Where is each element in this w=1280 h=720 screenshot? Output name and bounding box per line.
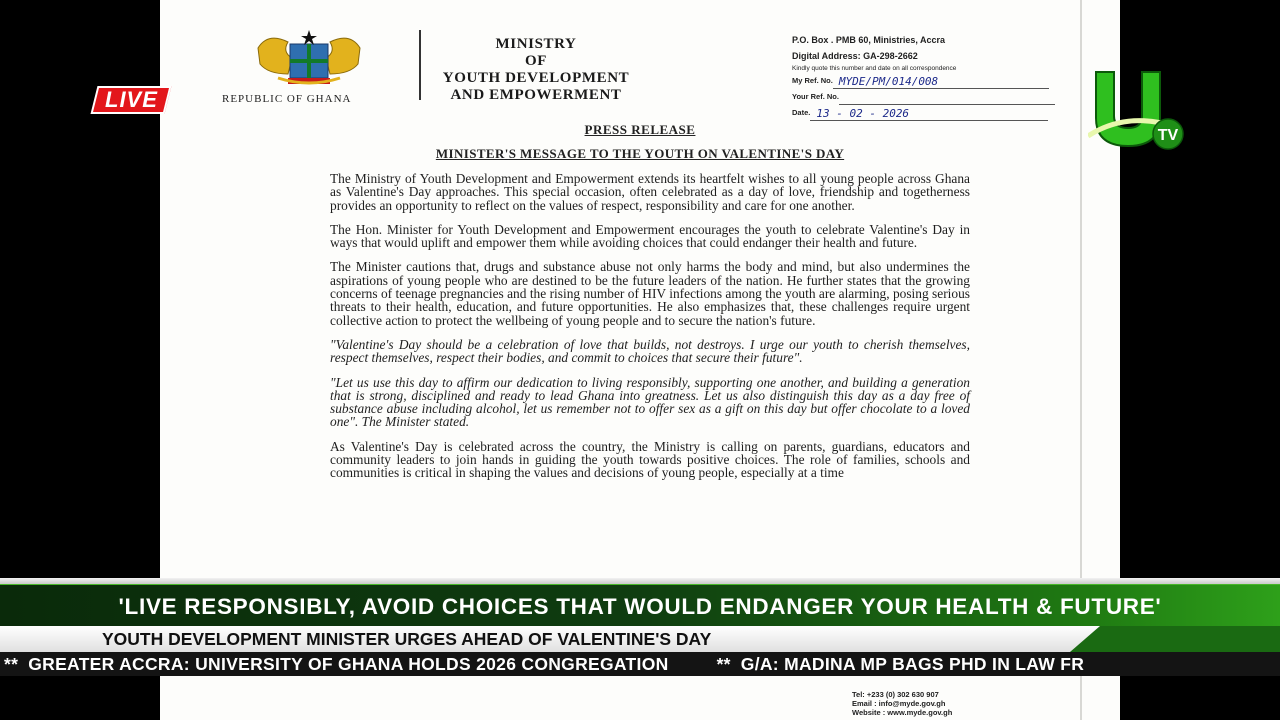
your-ref-value [839, 92, 1055, 105]
paragraph: The Minister cautions that, drugs and substance abuse not only harms the body and mind, but also undermines the aspirations of young people who are destined to be the future leaders of the nation. He further states that the growing concerns of teenage pregnancies and the rising number of HIV infections among the youth are alarming, posing serious threats to their health, education, and future opportunities. He also emphasizes that, these challenges require urgent collective action to protect the wellbeing of young people and to secure the nation's future. [330, 259, 970, 328]
date-field [792, 105, 1055, 121]
digital-address: Digital Address: GA-298-2662 [792, 51, 918, 61]
republic-of-ghana-label: REPUBLIC OF GHANA [222, 93, 352, 105]
ministry-line: YOUTH DEVELOPMENT [442, 70, 630, 86]
ministry-name [436, 36, 636, 104]
contact-footer [852, 690, 952, 717]
subheadline-text: YOUTH DEVELOPMENT MINISTER URGES AHEAD OF VALENTINE'S DAY [102, 629, 712, 649]
letterhead-divider [419, 30, 421, 100]
subheadline-accent [1070, 626, 1280, 652]
paragraph: As Valentine's Day is celebrated across the country, the Ministry is calling on parents, guardians, educators and community leaders to join hands in guiding the youth towards positive choices. The role of families, schools and communities is critical in shaping the values and decisions of young people, especially at a time [330, 438, 970, 481]
ticker-track [4, 652, 1132, 676]
ministry-line: MINISTRY [495, 36, 577, 52]
ministry-line: AND EMPOWERMENT [450, 87, 622, 103]
contact-email: Email : info@myde.gov.gh [852, 699, 946, 708]
ticker-item: G/A: MADINA MP BAGS PHD IN LAW FR [740, 654, 1085, 674]
my-ref-field [792, 73, 1055, 89]
headline-banner-text: 'LIVE RESPONSIBLY, AVOID CHOICES THAT WOULD ENDANGER YOUR HEALTH & FUTURE' [118, 594, 1162, 619]
my-ref-value: MYDE/PM/014/008 [833, 76, 1049, 89]
subheadline-banner [0, 626, 1280, 652]
live-badge [91, 86, 172, 114]
ghana-coat-of-arms-icon [248, 28, 370, 90]
live-badge-label: LIVE [104, 87, 158, 112]
news-ticker [0, 652, 1280, 676]
postal-address: P.O. Box . PMB 60, Ministries, Accra [792, 35, 946, 45]
date-value: 13 - 02 - 2026 [810, 108, 1048, 121]
press-release-title: PRESS RELEASE [584, 122, 696, 137]
document-headline: MINISTER'S MESSAGE TO THE YOUTH ON VALENTINE'S DAY [435, 146, 845, 161]
ticker-separator: ** [4, 654, 19, 674]
quote-paragraph: "Let us use this day to affirm our dedication to living responsibly, supporting one another, and building a generation that is strong, disciplined and ready to lead Ghana into greatness. Let us also distinguish this day as a day free of substance abuse including alcohol, let us remember not to offer sex as a gift on this day but offer chocolate to a loved one". The Minister stated. [330, 374, 970, 430]
contact-website: Website : www.myde.gov.gh [852, 708, 953, 717]
ticker-separator: ** [716, 654, 731, 674]
my-ref-label: My Ref. No. [792, 76, 833, 85]
contact-tel: Tel: +233 (0) 302 630 907 [852, 690, 939, 699]
letterhead-address-block [792, 32, 1055, 121]
quote-note: Kindly quote this number and date on all correspondence [792, 65, 957, 72]
svg-text:TV: TV [1157, 127, 1179, 144]
your-ref-field [792, 89, 1055, 105]
headline-banner [0, 584, 1280, 628]
ticker-item: GREATER ACCRA: UNIVERSITY OF GHANA HOLDS 2026 CONGREGATION [28, 654, 669, 674]
your-ref-label: Your Ref. No. [792, 92, 839, 101]
date-label: Date. [792, 108, 811, 117]
utv-logo-icon [1088, 70, 1188, 152]
paragraph: The Hon. Minister for Youth Development and Empowerment encourages the youth to celebrate Valentine's Day in ways that would uplift and empower them while avoiding choices that could endanger their health and future. [330, 221, 970, 251]
ministry-line: OF [524, 53, 548, 69]
quote-paragraph: "Valentine's Day should be a celebration of love that builds, not destroys. I urge our youth to cherish themselves, respect themselves, respect their bodies, and commit to choices that secure their future". [330, 336, 970, 366]
paragraph: The Ministry of Youth Development and Empowerment extends its heartfelt wishes to all young people across Ghana as Valentine's Day approaches. This special occasion, often celebrated as a day of love, friendship and togetherness provides an opportunity to reflect on the values of respect, responsibility and care for one another. [330, 171, 970, 213]
document-body [330, 172, 970, 491]
